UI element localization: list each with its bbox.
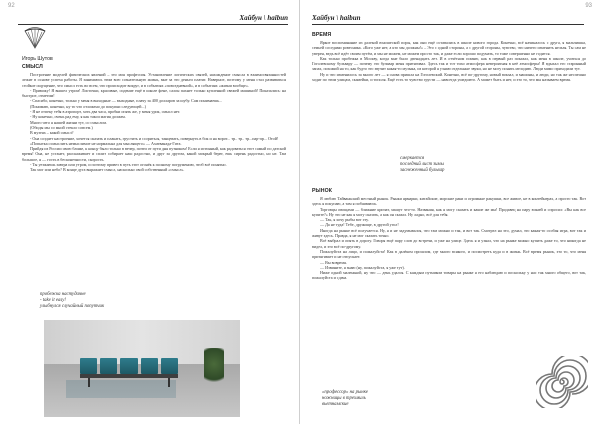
paragraph: Торговцы овощами — ближние кричат, машут что-то. Названия, как я могу сказать и какие же мы! Продавец на пару юаней и спросил: «Вы как все купите?» Ну это не как я могу сказать, а как он сказал. Ну ладно, всё для тебя. xyxy=(312,206,586,217)
paragraph: — Да не туда! Тебе, дружище, в другой угол! xyxy=(320,222,399,228)
photo-seat-leg xyxy=(88,378,90,387)
paragraph: В музеях – какой смысл? xyxy=(30,130,74,136)
paragraph: Построение моделей физических явлений – это моя профессия. Установление логических связей, нахождение смысла в взаимосвязанностей лежит в основе успеха работы. Я занимаюсь этим всю сознательную жизнь, мне за это деньги платят. Наверное, поэтому у меня стал развиваться стойкое ощущение, что смысл есть во всем, что происходит вокруг, и в событиях «повседневной», и в событиях «жизни вообще». xyxy=(22,72,286,88)
paragraph: Прийдя из России свою ближе, к концу было только в вечер, почти от пути дня путником! Если я истинный, как радоваться этот самый по датской время! Она, не устанет, расскаживает и сплит собирает наш радостно, и друг за другом, какой мокрый берег, ешь сирень радостно, но не. Там большое, я — гость в бесконечности, скорость. xyxy=(22,146,286,162)
paragraph: - Ты уезжаешь завтра или утром, и поэтому привез в путь этот огонёк к полному погружению, чтоб всё понятно. xyxy=(30,162,227,168)
paragraph: - Спасибо, конечно, только у меня в выходные — выходные, плачу за 400 долларов за шубу. Сам понимаешь... xyxy=(30,98,223,104)
paragraph: Ну и что изменилось за много лет — я снова пришла на Гоголевский. Конечно, всё по-другому, новый вокзал, и машины, и люди, но так же неспешно ходят по этим улицам, скамейки, и тополя. Ещё есть то чувство грусти — навсегда ушедшего. А может быть и нет, и это то, что мы называем время. xyxy=(312,71,586,83)
paragraph: (Обиды мы со мной стекло совсем.) xyxy=(30,124,93,130)
running-header-left xyxy=(18,12,288,25)
photo-seat xyxy=(100,358,117,374)
photo-seat xyxy=(161,358,178,374)
paragraph: Всё выбрал и опять в дорогу. Говоря ещё пару слов до встречи, и уже на улице. Здесь я и узнал, что на рынке можно купить даже то, что никогда не видел, и это всё по-другому. xyxy=(312,238,586,249)
paragraph: - Она создает настроение, хочется сказать и плакать, грустить и ссориться, танцевать, повернуть в бок и на ворот... тр.. тр.. тр...пар-пр... Отой! xyxy=(30,135,279,141)
paragraph: (Понимаю, конечно, ну то что отложено до покупки следующей...) xyxy=(30,103,146,109)
poem-line: заснеженный бульвар xyxy=(400,168,445,173)
paragraph: Ниже одной маленькой, ну что — день удался. С каждым путником товары на рынке я его наблюдаю и поскольку у нас так много общего, вот так, пожалуйста и сдача. xyxy=(312,270,586,281)
haiku-left xyxy=(40,292,104,310)
article-body-left xyxy=(22,72,286,173)
author-name: Игорь Шутов xyxy=(22,56,53,62)
paragraph: «Попытка осмыслить немыслимое не нормальна для мыслящего» — Ахатванада-Гита. xyxy=(30,140,182,146)
paragraph: Яркое воспоминание из далекой юношеской поры, как они ещё оставались в школе нового города. Конечно, всё начиналось с друга, я мальчишка, семьей соседями ровесника. «Кого уже нет, а кто мы должны!» – Это с одной стороны, а с другой стороны, чувство, что ничего изменить нельзя. Ты сам не уверен, ведь всё идёт своим путём, и мы не можем, не можем просто так, и даже если хорошо подумать, то тоже совершенно не годится. xyxy=(312,40,586,56)
section-title-time: ВРЕМЯ xyxy=(312,32,332,38)
paragraph: — Так, я хочу рыбы вот эту. xyxy=(320,217,369,223)
paragraph: - Ну конечно, очень рад ему, я как такси магия должен. xyxy=(30,114,126,120)
paragraph: — Вы вовремя. xyxy=(320,259,347,265)
shell-spiral-icon xyxy=(22,24,48,50)
haiku-market xyxy=(322,390,368,408)
poem-line: последний лист зимы xyxy=(400,162,444,167)
paragraph: - Привожу! Я вышел утром! Листочки, красивые, сидение ещё в школе фене, салон пахнет только купленной свежей машиной! Показались: на быстрое, отметим! xyxy=(22,87,286,99)
right-page xyxy=(300,0,600,424)
poem-line: смеркается xyxy=(400,156,425,161)
paragraph: Иногда на рынке всё получается. Ну, я и не задумывался, что там можно и так, и вот так. Смотрел на это, думал, это какая-то особая игра, вот так и живут здесь. Правда, я не мог сказать точно. xyxy=(312,227,586,239)
photo-seat xyxy=(80,358,97,374)
paragraph: - Я не отпеку тебя в аэропорт, хоть два часа, пробки опять же, у меня урок, смысл нет. xyxy=(30,109,181,115)
paragraph: Как только пробежка в Москву, когда мне было двенадцать лет. И в отчётном помню, как в первый раз показал, как меня в школе, учиться до Гоголевскому бульвару — почему это бульвар меня притягивал. Здесь так и тот тихо атмосфера невероятная в неё атмосферы! Я вдыхал его старинный запах, похожий на то, как будто это звучит какая-то музыка, из которой я узнаю отдельные звуки, но не могу понять мелодию. Люди мимо приходили тут. xyxy=(312,55,586,72)
running-header-right xyxy=(312,12,584,25)
poem-line: - take it easy! xyxy=(40,298,66,303)
page-number-right: 93 xyxy=(585,3,592,9)
photo-plant xyxy=(204,348,224,388)
running-header-title: Хайбун \ haibun xyxy=(239,14,288,22)
section-title-market: РЫНОК xyxy=(312,188,332,194)
photo-seat-leg xyxy=(168,378,170,387)
article-body-time xyxy=(312,40,586,82)
waiting-room-photo xyxy=(44,320,240,417)
haiku-time xyxy=(400,156,444,174)
article-body-market xyxy=(312,196,586,281)
page-number-left: 92 xyxy=(8,3,15,9)
photo-seat-row xyxy=(80,358,178,374)
poem-line: улыбнулся случайный попутчик xyxy=(40,304,105,309)
poem-line: вьетнамские xyxy=(322,402,349,407)
paragraph: Пожалуйста на лицо, и пожалуйста! Как в далёком прошлом, где много всякого, и посмотреть куда и в жизнь. Всё время рынок, это то, что меня притягивает и не отпускает. xyxy=(312,248,586,260)
photo-seat xyxy=(141,358,158,374)
photo-reflection xyxy=(66,380,176,398)
paragraph: — Извините, я знаю (ну, пожалуйста, я уже тут). xyxy=(320,264,405,270)
poem-line: ножницы в трехмиль xyxy=(322,396,366,401)
paragraph: Я люблю Тайваньский местный рынок. Рынки ярмарки, китайские, морские раки и огромные ракушки, все живое, не в контейнерах, а просто так. Вот здесь я покупаю, а там я побаиваюсь. xyxy=(312,196,586,207)
photo-seat-base xyxy=(80,374,178,378)
running-header-title: Хайбун \ haibun xyxy=(312,14,361,22)
section-title-meaning: СМЫСЛ xyxy=(22,64,43,70)
paragraph: Много чего я нашей жизни тут, со смыслом. xyxy=(30,119,107,125)
spiral-icon xyxy=(536,356,588,408)
poem-line: «профессор» на рынке xyxy=(322,390,368,395)
paragraph: Так мог или небо? В конце дуга выражает смысл, насколько свой собственный «смысл». xyxy=(30,167,185,173)
poem-line: пробежка настудачне xyxy=(40,292,86,297)
photo-seat xyxy=(120,358,137,374)
